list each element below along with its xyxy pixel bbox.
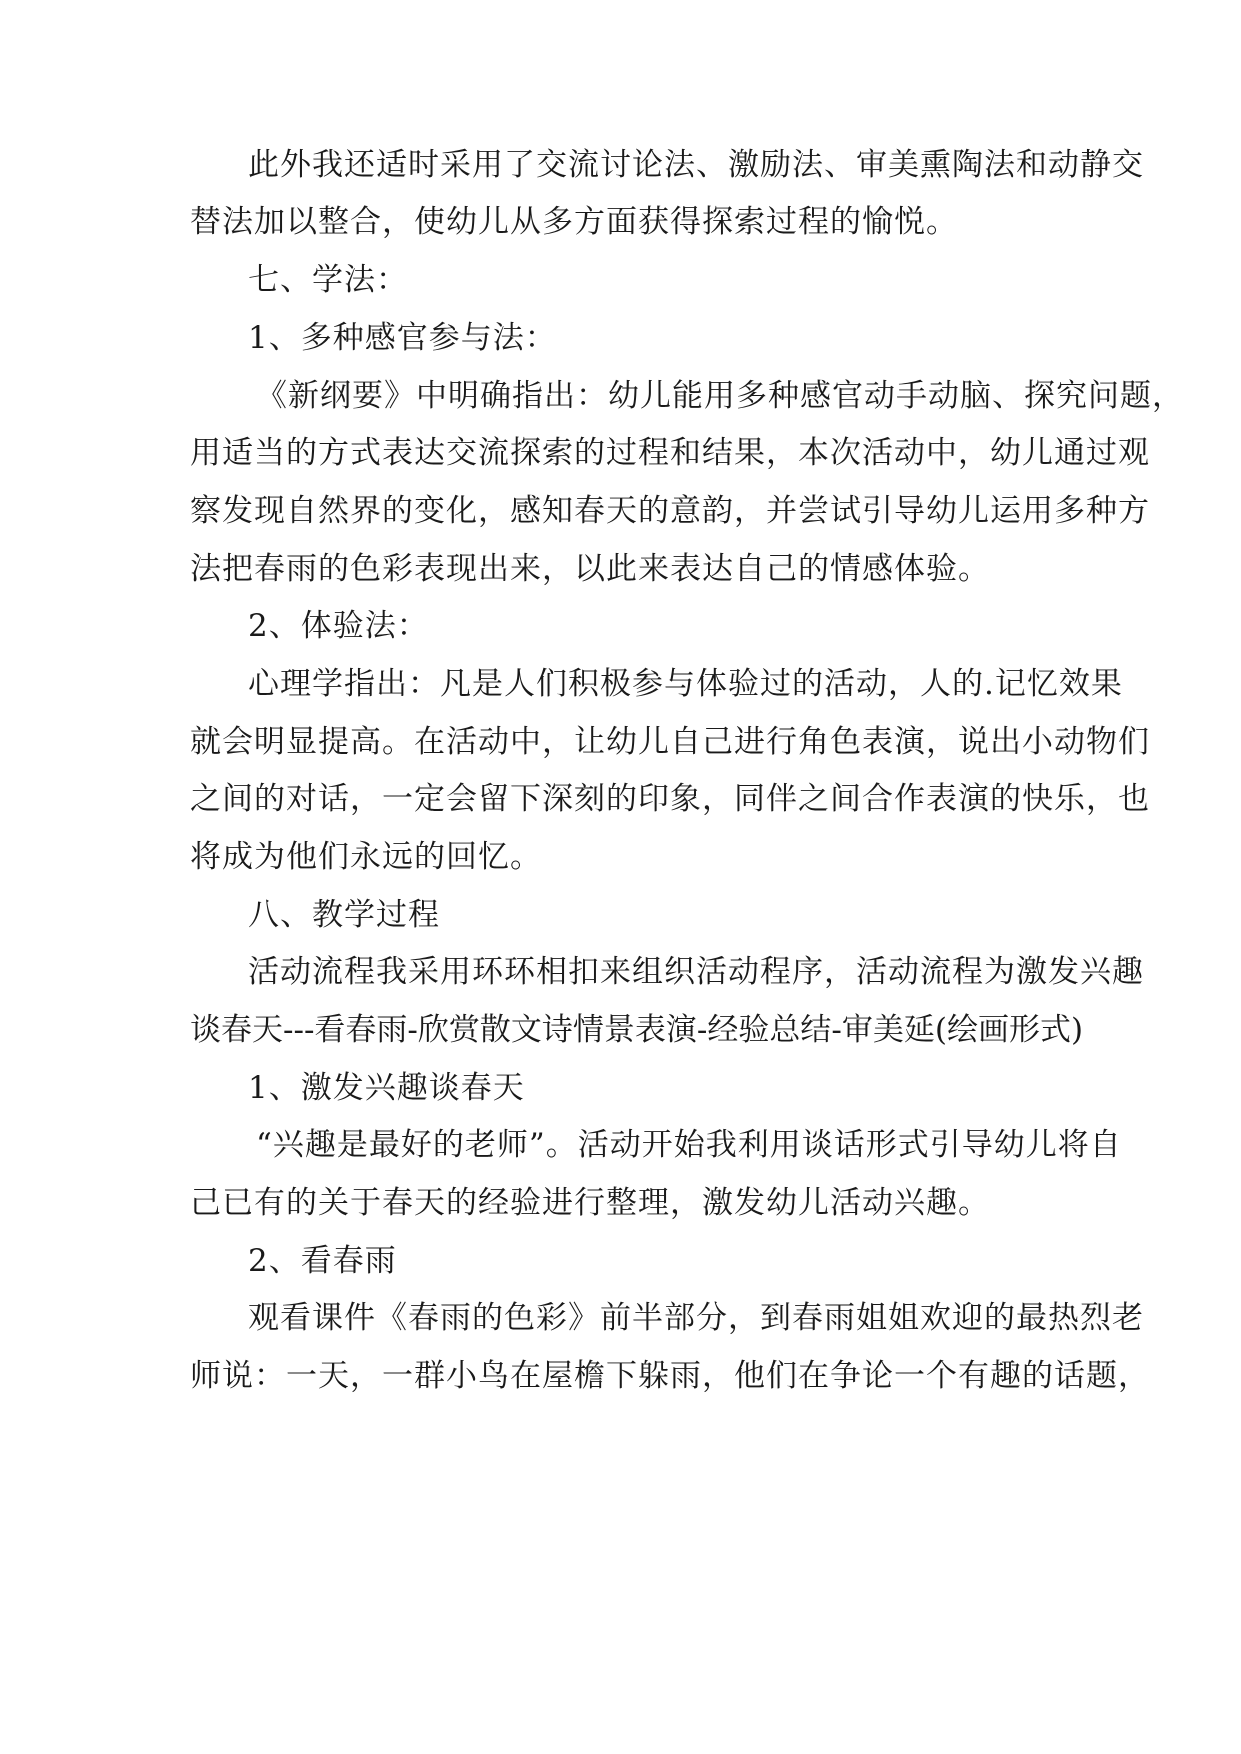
subsection-heading: 1、多种感官参与法： bbox=[248, 320, 557, 356]
section-heading: 七、学法： bbox=[248, 262, 408, 298]
paragraph-line: 用适当的方式表达交流探索的过程和结果，本次活动中，幼儿通过观 bbox=[190, 435, 1150, 471]
paragraph-line: 活动流程我采用环环相扣来组织活动程序，活动流程为激发兴趣 bbox=[248, 954, 1144, 990]
subsection-heading: 2、看春雨 bbox=[248, 1243, 397, 1279]
paragraph-line: 心理学指出：凡是人们积极参与体验过的活动，人的.记忆效果 bbox=[248, 666, 1123, 702]
paragraph-line: “兴趣是最好的老师”。活动开始我利用谈话形式引导幼儿将自 bbox=[256, 1127, 1122, 1163]
subsection-heading: 1、激发兴趣谈春天 bbox=[248, 1070, 525, 1106]
paragraph-line: 察发现自然界的变化，感知春天的意韵，并尝试引导幼儿运用多种方 bbox=[190, 493, 1150, 529]
paragraph-line: 将成为他们永远的回忆。 bbox=[190, 839, 542, 875]
paragraph-line: 谈春天---看春雨-欣赏散文诗情景表演-经验总结-审美延(绘画形式) bbox=[190, 1012, 1084, 1048]
section-heading: 八、教学过程 bbox=[248, 897, 440, 933]
paragraph-line: 《新纲要》中明确指出：幼儿能用多种感官动手动脑、探究问题， bbox=[256, 378, 1184, 414]
paragraph-line: 己已有的关于春天的经验进行整理，激发幼儿活动兴趣。 bbox=[190, 1185, 990, 1221]
paragraph-line: 法把春雨的色彩表现出来，以此来表达自己的情感体验。 bbox=[190, 551, 990, 587]
paragraph-line: 之间的对话，一定会留下深刻的印象，同伴之间合作表演的快乐，也 bbox=[190, 781, 1150, 817]
subsection-heading: 2、体验法： bbox=[248, 608, 429, 644]
paragraph-line: 师说：一天，一群小鸟在屋檐下躲雨，他们在争论一个有趣的话题， bbox=[190, 1358, 1150, 1394]
paragraph-line: 观看课件《春雨的色彩》前半部分，到春雨姐姐欢迎的最热烈老 bbox=[248, 1300, 1144, 1336]
paragraph-line: 就会明显提高。在活动中，让幼儿自己进行角色表演，说出小动物们 bbox=[190, 724, 1150, 760]
paragraph-line: 此外我还适时采用了交流讨论法、激励法、审美熏陶法和动静交 bbox=[248, 147, 1144, 183]
paragraph-line: 替法加以整合，使幼儿从多方面获得探索过程的愉悦。 bbox=[190, 204, 958, 240]
